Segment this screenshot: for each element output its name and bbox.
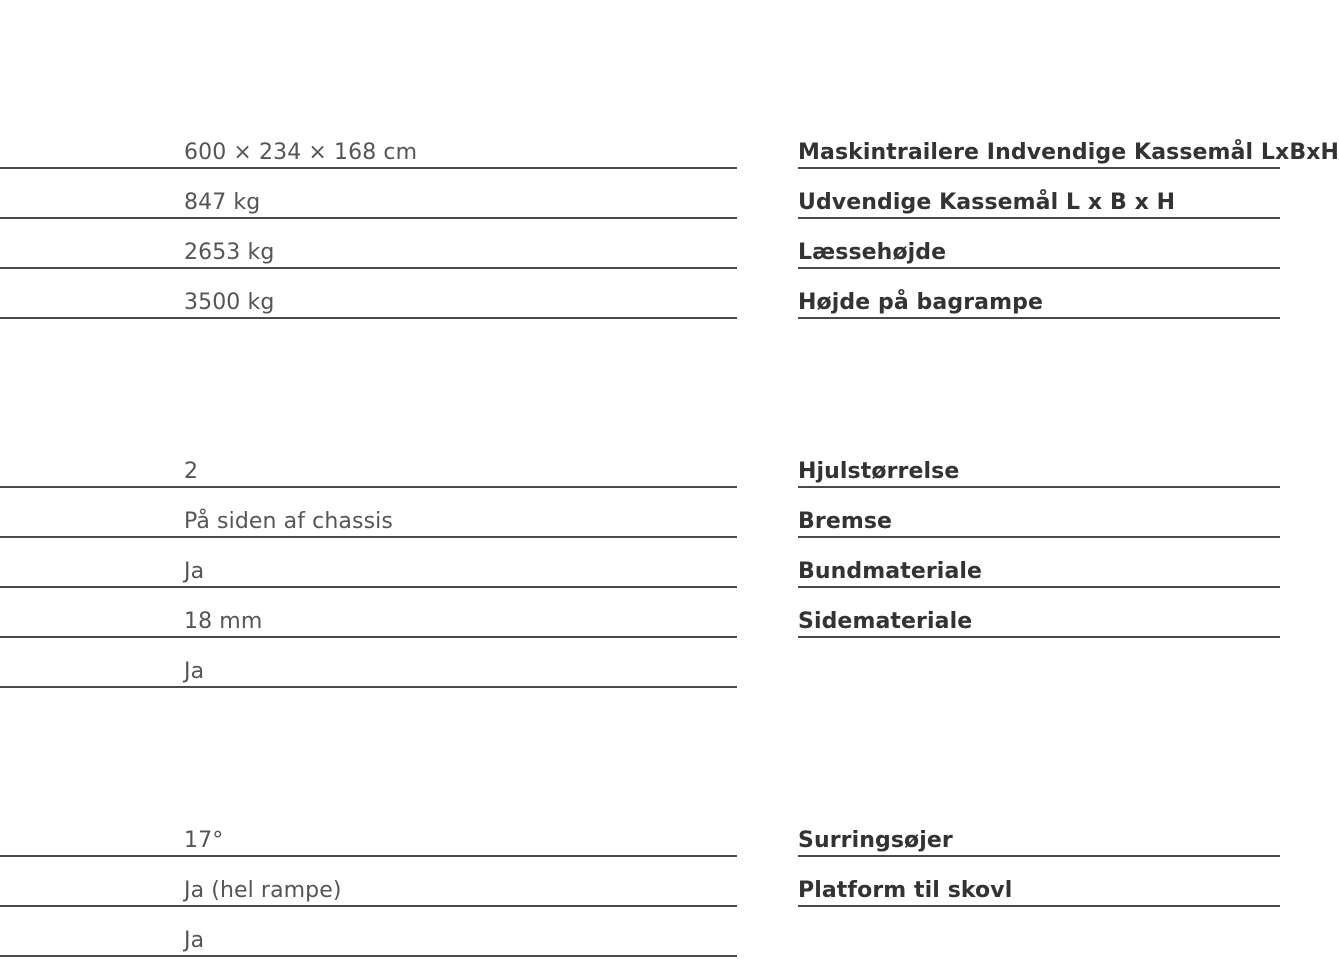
spec-value-cell (0, 638, 737, 688)
spec-value: Ja (184, 559, 205, 584)
spec-label: Platform til skovl (798, 878, 1013, 903)
spec-label-cell (798, 857, 1280, 907)
spec-row (0, 538, 1280, 588)
spec-row (0, 488, 1280, 538)
spec-label: Bremse (798, 509, 893, 534)
spec-label-cell (798, 588, 1280, 638)
spec-label: Sidemateriale (798, 609, 973, 634)
spec-label: Højde på bagrampe (798, 290, 1043, 315)
spec-row (0, 638, 1280, 688)
spec-value-cell (0, 169, 737, 219)
spec-value: Ja (184, 928, 205, 953)
spec-label: Udvendige Kassemål L x B x H (798, 190, 1176, 215)
spec-row (0, 807, 1280, 857)
spec-value: 2 (184, 459, 199, 484)
spec-label: Surringsøjer (798, 828, 953, 853)
spec-value-cell (0, 488, 737, 538)
spec-group-1 (0, 119, 1339, 319)
spec-value: 600 × 234 × 168 cm (184, 140, 418, 165)
spec-label-cell (798, 269, 1280, 319)
spec-value: På siden af chassis (184, 509, 393, 534)
spec-label: Maskintrailere Indvendige Kassemål LxBxH (798, 140, 1339, 165)
spec-row (0, 588, 1280, 638)
spec-value-cell (0, 588, 737, 638)
spec-value-cell (0, 269, 737, 319)
spec-label-cell (798, 488, 1280, 538)
spec-label-cell (798, 538, 1280, 588)
spec-row (0, 169, 1280, 219)
spec-row (0, 269, 1280, 319)
spec-row (0, 907, 1280, 957)
spec-value: 2653 kg (184, 240, 275, 265)
spec-row (0, 438, 1280, 488)
spec-row (0, 119, 1339, 169)
spec-group-2 (0, 438, 1280, 688)
spec-value: 847 kg (184, 190, 261, 215)
spec-value-cell (0, 857, 737, 907)
spec-label-cell (798, 438, 1280, 488)
spec-group-3 (0, 807, 1280, 957)
spec-label-cell (798, 119, 1339, 169)
spec-label: Bundmateriale (798, 559, 983, 584)
spec-value: 17° (184, 828, 224, 853)
spec-label: Hjulstørrelse (798, 459, 960, 484)
spec-label-cell (798, 807, 1280, 857)
spec-value: 3500 kg (184, 290, 275, 315)
spec-value: Ja (hel rampe) (184, 878, 342, 903)
spec-row (0, 219, 1280, 269)
spec-value-cell (0, 219, 737, 269)
spec-value-cell (0, 119, 737, 169)
spec-value: 18 mm (184, 609, 263, 634)
spec-row (0, 857, 1280, 907)
spec-value-cell (0, 538, 737, 588)
spec-value-cell (0, 438, 737, 488)
spec-value-cell (0, 907, 737, 957)
spec-label-cell (798, 219, 1280, 269)
spec-value-cell (0, 807, 737, 857)
spec-label-cell (798, 169, 1280, 219)
spec-label: Læssehøjde (798, 240, 947, 265)
spec-value: Ja (184, 659, 205, 684)
